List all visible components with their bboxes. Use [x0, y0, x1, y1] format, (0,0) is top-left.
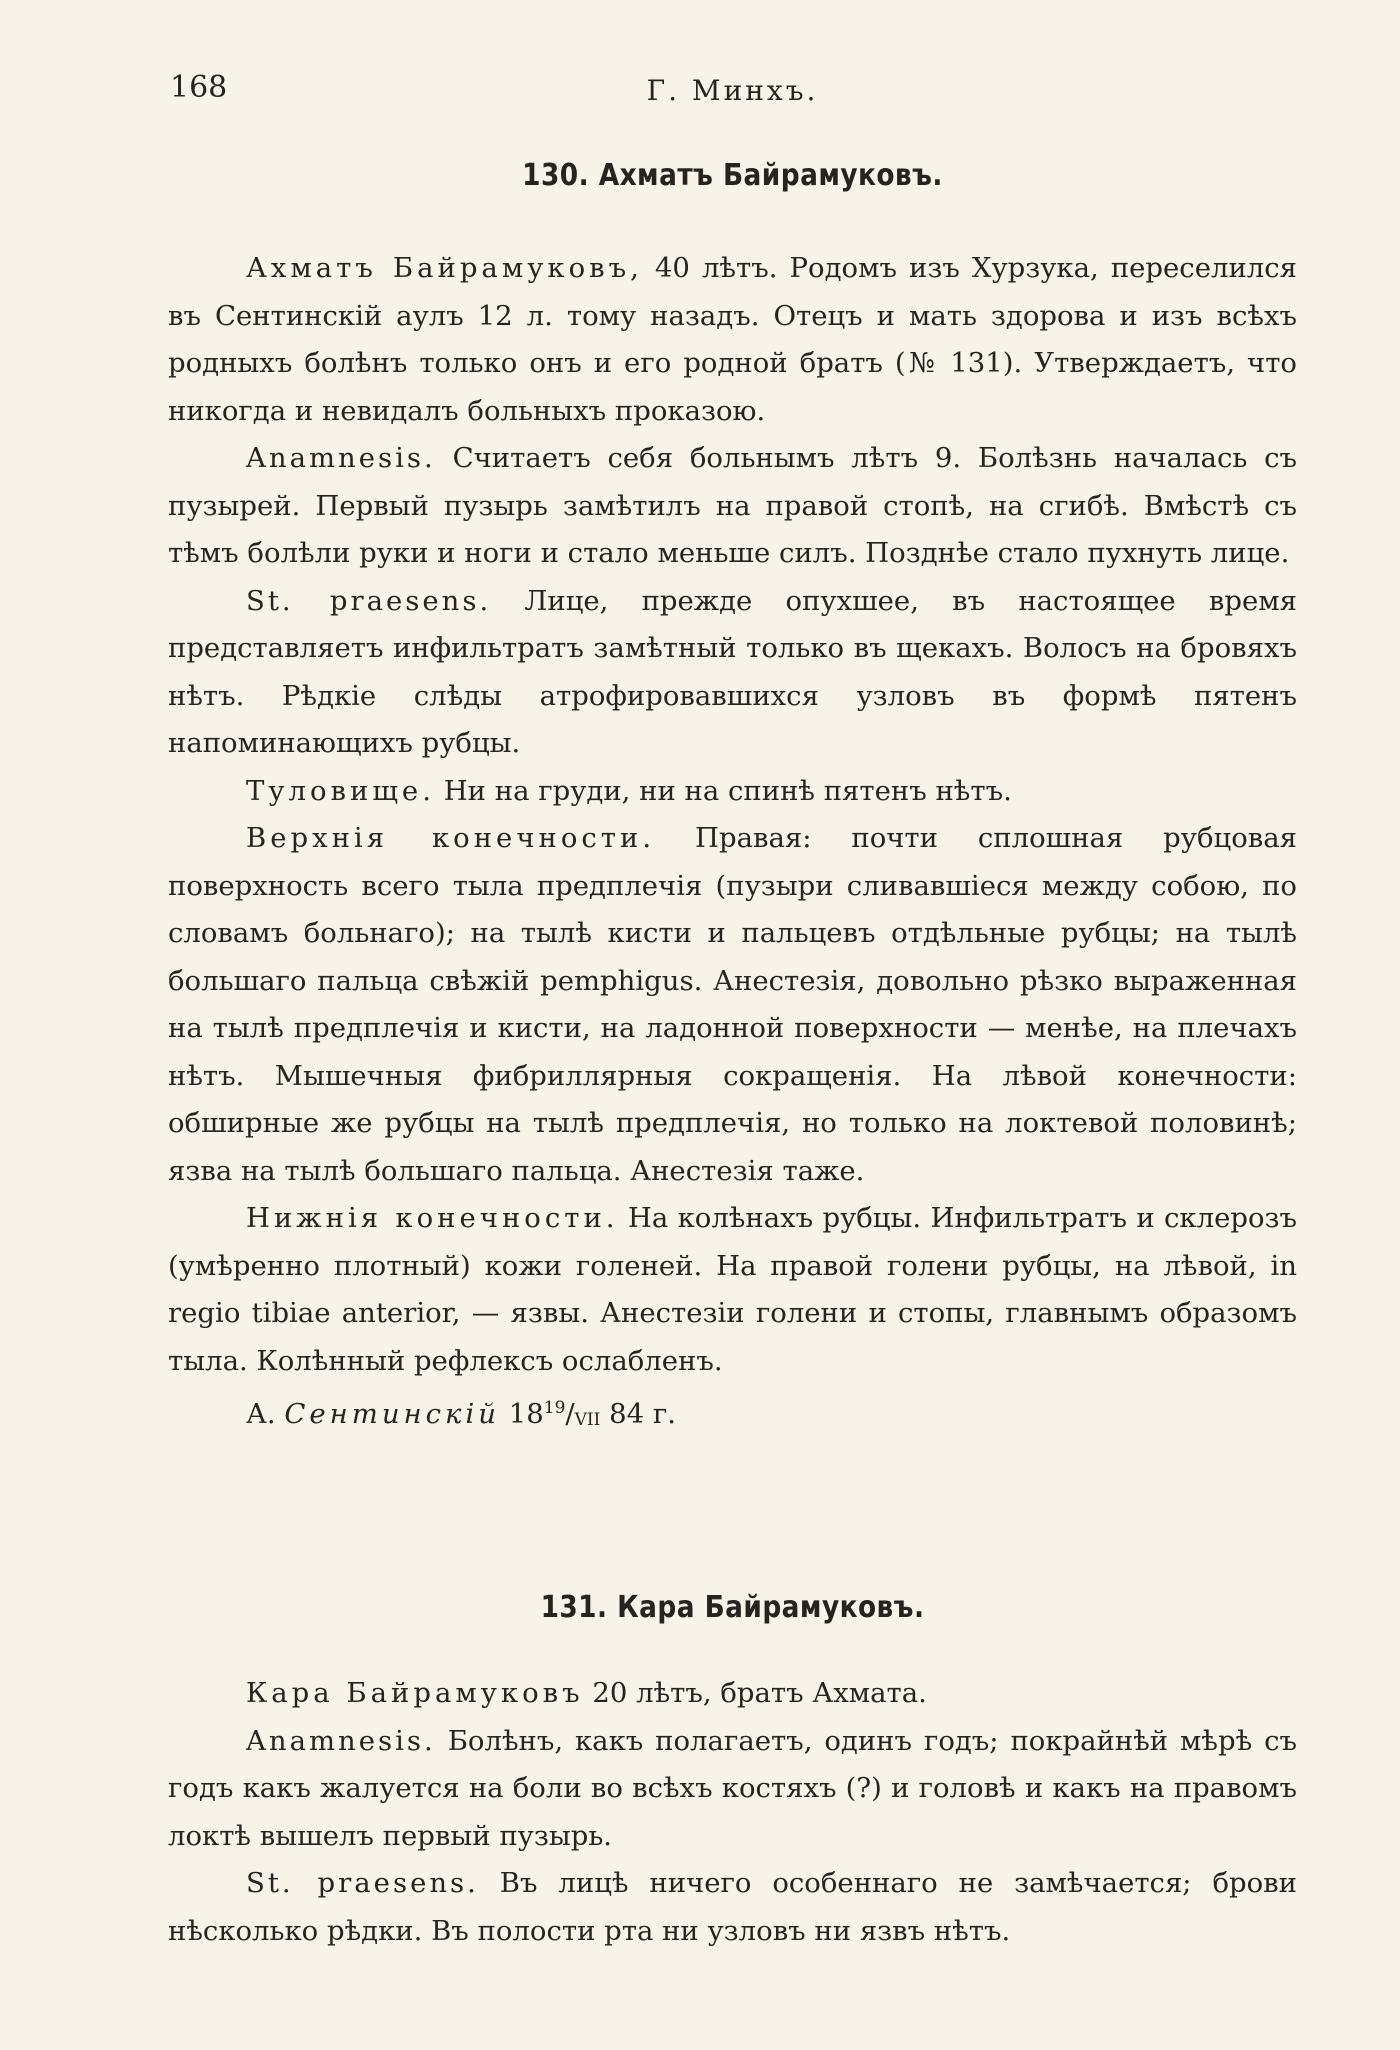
entry-130-signature: А. Сентинскій $18^{19}/_{VII}$ 84 г. [246, 1398, 677, 1430]
upper-limbs-text: Правая: почти сплошная рубцовая поверхность всего тыла предплечія (пузыри сливавшіеся между собою, по словамъ больнаго); на тылѣ кисти и пальцевъ отдѣльные рубцы; на тылѣ большаго пальца свѣжій pemphigus. Анестезія, довольно рѣзко выраженная на тылѣ предплечія и кисти, на ладонной поверхности — менѣе, на плечахъ нѣтъ. Мышечныя фибриллярныя сокращенія. На лѣвой конечности: обширные же рубцы на тылѣ предплечія, но только на локтевой половинѣ; язва на тылѣ большаго пальца. Анестезія таже. [168, 822, 1297, 1187]
intro-text: 20 лѣтъ, братъ Ахмата. [583, 1677, 927, 1709]
entry-130-trunk-paragraph [168, 768, 1297, 816]
signature-place: Сентинскій [284, 1398, 500, 1430]
lower-limbs-text: На колѣнахъ рубцы. Инфильтратъ и склерозъ (умѣренно плотный) кожи голеней. На правой голени рубцы, на лѣвой, in regio tibiae anterior, — язвы. Анестезіи голени и стопы, главнымъ образомъ тыла. Колѣнный рефлексъ ослабленъ. [168, 1202, 1297, 1377]
anamnesis-text: Считаетъ себя больнымъ лѣтъ 9. Болѣзнь началась съ пузырей. Первый пузырь замѣтилъ на правой стопѣ, на сгибѣ. Вмѣстѣ съ тѣмъ болѣли руки и ноги и стало меньше силъ. Позднѣе стало пухнуть лице. [168, 442, 1297, 569]
signature-date-denominator: VII [574, 1410, 601, 1430]
status-label: St. praesens. [246, 1867, 479, 1899]
entry-130-intro-paragraph [168, 245, 1297, 435]
entry-130-title: 130. Ахматъ Байрамуковъ. [522, 158, 943, 193]
anamnesis-label: Anamnesis. [246, 442, 436, 474]
entry-131-anamnesis-paragraph [168, 1718, 1297, 1861]
patient-name: Ахматъ Байрамуковъ, [246, 252, 643, 284]
signature-date-day: 18 [508, 1398, 544, 1430]
signature-date-year: 84 г. [609, 1398, 677, 1430]
entry-131-title: 131. Кара Байрамуковъ. [540, 1590, 925, 1625]
upper-limbs-label: Верхнія конечности. [246, 822, 656, 854]
page-number: 168 [170, 70, 228, 105]
status-text: Лице, прежде опухшее, въ настоящее время представляетъ инфильтратъ замѣтный только въ щекахъ. Волосъ на бровяхъ нѣтъ. Рѣдкіе слѣды атрофировавшихся узловъ въ формѣ пятенъ напоминающихъ рубцы. [168, 584, 1297, 759]
entry-130-lower-limbs-paragraph [168, 1195, 1297, 1385]
entry-130-upper-limbs-paragraph [168, 815, 1297, 1195]
entry-130-anamnesis-paragraph [168, 435, 1297, 578]
status-text: Въ лицѣ ничего особеннаго не замѣчается; брови нѣсколько рѣдки. Въ полости рта ни узловъ ни язвъ нѣтъ. [168, 1867, 1297, 1947]
entry-131-status-paragraph [168, 1860, 1297, 1955]
entry-131-body [168, 1670, 1297, 1955]
entry-131-intro-paragraph [168, 1670, 1297, 1718]
anamnesis-label: Anamnesis. [246, 1724, 436, 1757]
patient-name: Кара Байрамуковъ [246, 1677, 584, 1709]
status-label: St. praesens. [246, 584, 492, 617]
lower-limbs-label: Нижнія конечности. [246, 1202, 619, 1234]
entry-130-status-paragraph [168, 578, 1297, 768]
running-head: Г. Минхъ. [646, 74, 819, 107]
trunk-text: Ни на груди, ни на спинѣ пятенъ нѣтъ. [434, 774, 1012, 807]
entry-130-body [168, 245, 1297, 1445]
trunk-label: Туловище. [246, 774, 435, 807]
intro-text: 40 лѣтъ. Родомъ изъ Хурзука, переселился въ Сентинскій аулъ 12 л. тому назадъ. Отецъ и мать здорова и изъ всѣхъ родныхъ болѣнъ только онъ и его родной братъ (№ 131). Утверждаетъ, что никогда и невидалъ больныхъ проказою. [168, 252, 1297, 427]
anamnesis-text: Болѣнъ, какъ полагаетъ, одинъ годъ; покрайнѣй мѣрѣ съ годъ какъ жалуется на боли во всѣхъ костяхъ (?) и головѣ и какъ на правомъ локтѣ вышелъ первый пузырь. [168, 1724, 1297, 1852]
page-header [168, 70, 1297, 116]
signature-date-numerator: 19 [543, 1398, 566, 1418]
signature-prefix: А. [246, 1398, 276, 1430]
